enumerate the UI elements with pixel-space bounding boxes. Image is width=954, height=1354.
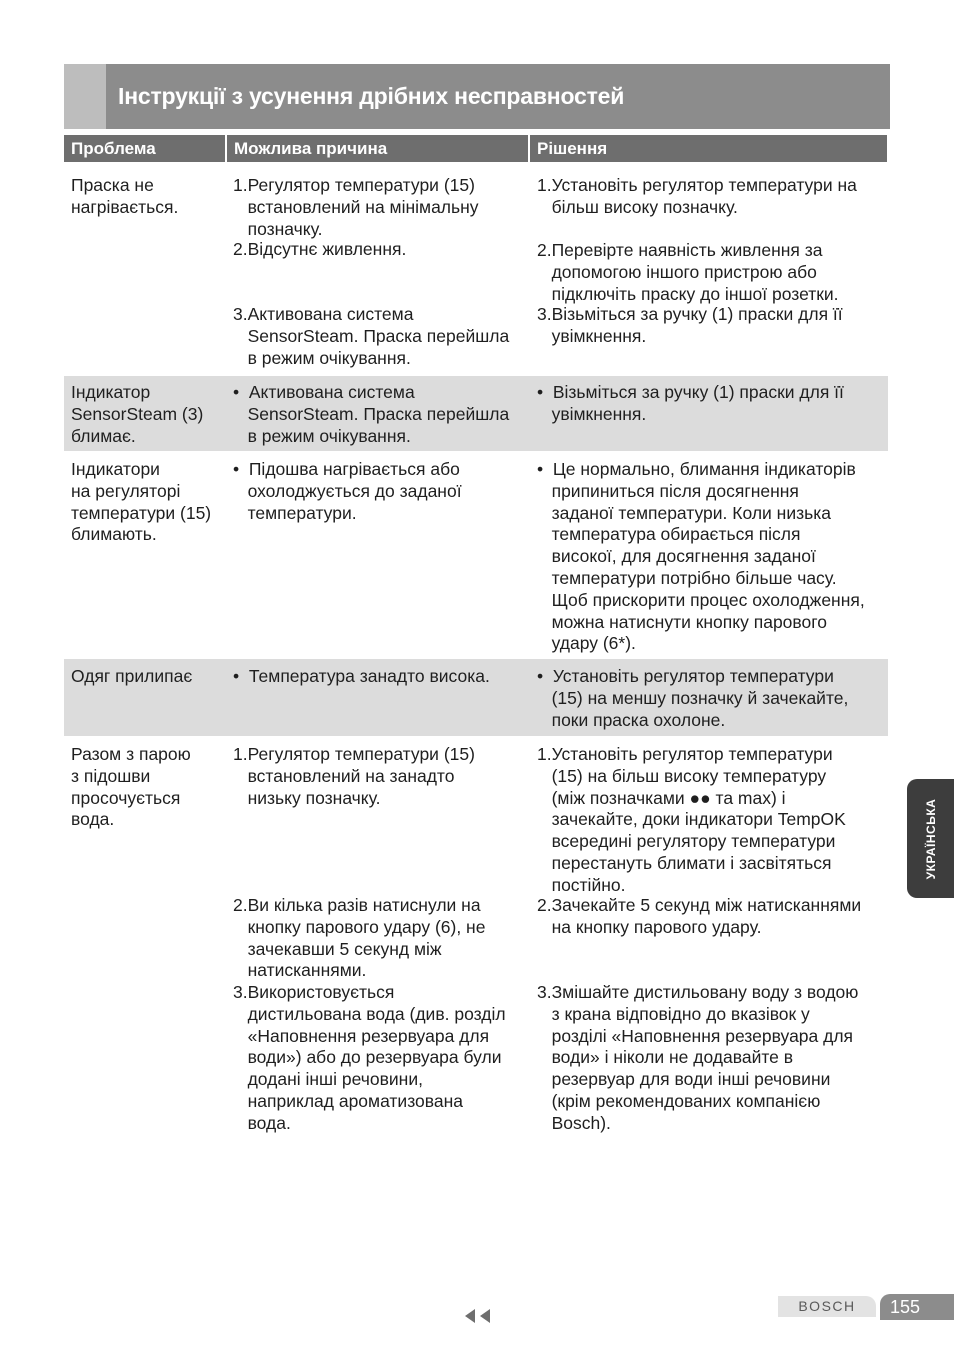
solution-cell: 2.Перевірте наявність живлення за допомогою іншого пристрою або підключіть праску до іншої розетки. [537,240,839,304]
title-accent [64,64,106,129]
column-header-cause: Можлива причина [227,135,528,162]
solution-cell: • Візьміться за ручку (1) праски для її увімкнення. [537,382,844,424]
solution-cell: 2.Зачекайте 5 секунд між натисканнями на кнопку парового удару. [537,895,862,937]
problem-cell: Індикатор SensorSteam (3) блимає. [71,382,204,446]
cause-cell: • Активована система SensorSteam. Праска перейшла в режим очікування. [233,382,510,446]
problem-cell: Індикатори на регуляторі температури (15) блимають. [71,459,212,545]
solution-cell: 1.Установіть регулятор температури на більш високу позначку. [537,175,857,217]
solution-cell: 3.Візьміться за ручку (1) праски для її увімкнення. [537,304,843,346]
solution-cell: 1.Установіть регулятор температури (15) на більш високу температуру (між позначками ●● та max) і зачекайте, доки індикатори TempOK всередині регулятору температури перестануть блимати і засвітяться постійно. [537,744,846,895]
cause-cell: • Температура занадто висока. [233,666,490,686]
problem-cell: Праска не нагрівається. [71,175,179,217]
cause-cell: • Підошва нагрівається або охолоджується до заданої температури. [233,459,462,523]
cause-cell: 2.Ви кілька разів натиснули на кнопку парового удару (6), не зачекавши 5 секунд між натисканнями. [233,895,486,981]
cause-cell: 2.Відсутнє живлення. [233,239,407,259]
column-header-problem: Проблема [64,135,225,162]
language-tab-label: УКРАЇНСЬКА [923,798,938,879]
page-title: Інструкції з усунення дрібних несправностей [118,83,625,109]
column-header-solution: Рішення [530,135,887,162]
problem-cell: Разом з парою з підошви просочується вода. [71,744,191,830]
cause-cell: 1.Регулятор температури (15) встановлений на мінімальну позначку. [233,175,479,239]
back-arrows-icon [464,1308,492,1324]
solution-cell: 3.Змішайте дистильовану воду з водою з крана відповідно до вказівок у розділі «Наповнення резервуара для води» і ніколи не додавайте в резервуар для води інші речовини (крім рекомендованих компанією Bosch). [537,982,859,1133]
page-number: 155 [880,1294,954,1320]
brand-label: BOSCH [778,1296,876,1317]
solution-cell: • Це нормально, блимання індикаторів припиниться після досягнення заданої температури. Коли низька температура обирається після високої, для досягнення заданої температури потрібно більше часу. Щоб прискорити процес охолодження, можна натиснути кнопку парового удару (6*). [537,459,865,654]
section-title-bar [64,64,890,129]
problem-cell: Одяг прилипає [71,666,193,686]
language-tab [907,779,954,898]
solution-cell: • Установіть регулятор температури (15) на меншу позначку й зачекайте, поки праска охолоне. [537,666,849,730]
cause-cell: 3.Активована система SensorSteam. Праска перейшла в режим очікування. [233,304,510,368]
cause-cell: 3.Використовується дистильована вода (див. розділ «Наповнення резервуара для води») або до резервуара були додані інші речовини, наприклад ароматизована вода. [233,982,506,1133]
cause-cell: 1.Регулятор температури (15) встановлений на занадто низьку позначку. [233,744,475,808]
